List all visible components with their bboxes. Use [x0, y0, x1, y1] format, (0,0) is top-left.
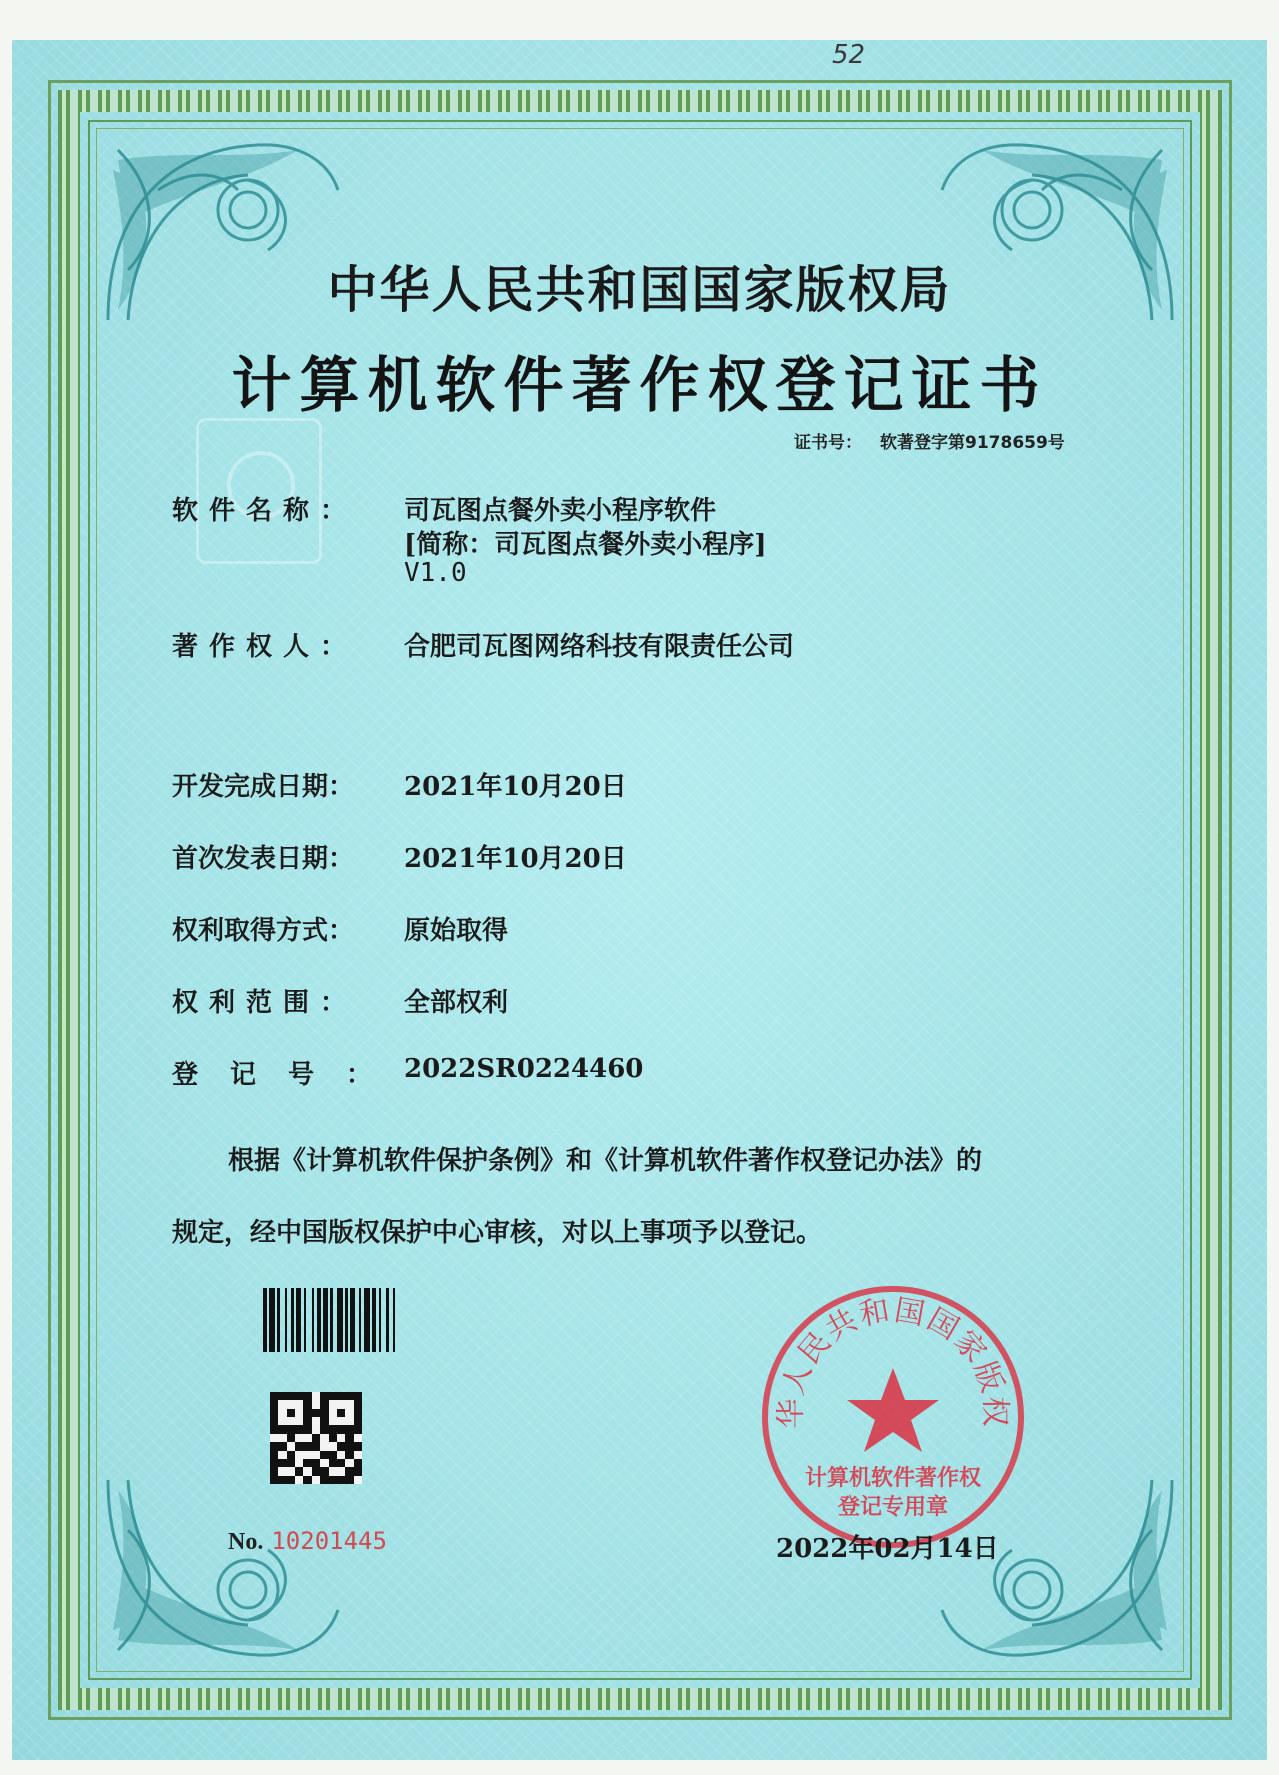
qr-module — [337, 1467, 345, 1475]
qr-module — [287, 1476, 295, 1484]
qr-module — [329, 1467, 337, 1475]
field-value: V1.0 — [404, 558, 467, 588]
qr-module — [337, 1425, 345, 1433]
qr-module — [270, 1409, 278, 1417]
qr-module — [312, 1467, 320, 1475]
qr-module — [320, 1434, 328, 1442]
qr-module — [345, 1476, 353, 1484]
qr-module — [295, 1400, 303, 1408]
seal-arc-text: 华人民共和国国家版权 — [773, 1292, 1013, 1429]
qr-module — [345, 1417, 353, 1425]
qr-code — [270, 1392, 362, 1484]
field-label: 著作权人： — [172, 632, 358, 662]
qr-module — [312, 1434, 320, 1442]
field-value: 全部权利 — [404, 988, 509, 1018]
field-value: 原始取得 — [404, 916, 509, 946]
qr-module — [337, 1400, 345, 1408]
qr-module — [270, 1434, 278, 1442]
qr-module — [303, 1467, 311, 1475]
seal-line-1: 计算机软件著作权 — [804, 1466, 982, 1491]
qr-module — [303, 1417, 311, 1425]
qr-module — [278, 1467, 286, 1475]
qr-module — [345, 1442, 353, 1450]
qr-module — [320, 1425, 328, 1433]
qr-module — [354, 1392, 362, 1400]
barcode-bar — [395, 1288, 401, 1352]
qr-module — [329, 1409, 337, 1417]
qr-module — [295, 1459, 303, 1467]
qr-module — [354, 1476, 362, 1484]
qr-module — [278, 1442, 286, 1450]
qr-module — [345, 1392, 353, 1400]
certificate-number-value: 软著登字第9178659号 — [880, 433, 1065, 453]
field-copyright-owner — [172, 626, 795, 663]
qr-module — [295, 1409, 303, 1417]
qr-module — [278, 1392, 286, 1400]
qr-module — [354, 1400, 362, 1408]
qr-module — [287, 1442, 295, 1450]
qr-module — [312, 1409, 320, 1417]
field-label: 权利取得方式： — [172, 916, 355, 946]
qr-module — [320, 1459, 328, 1467]
qr-module — [312, 1425, 320, 1433]
qr-module — [320, 1392, 328, 1400]
qr-module — [320, 1451, 328, 1459]
qr-module — [295, 1425, 303, 1433]
qr-module — [270, 1417, 278, 1425]
field-value: 2021年10月20日 — [404, 844, 627, 874]
qr-module — [320, 1409, 328, 1417]
qr-module — [303, 1392, 311, 1400]
issuing-authority: 中华人民共和国国家版权局 — [327, 260, 952, 319]
qr-module — [303, 1476, 311, 1484]
qr-module — [345, 1409, 353, 1417]
field-label: 权利范围： — [172, 988, 358, 1018]
field-value: 合肥司瓦图网络科技有限责任公司 — [404, 632, 795, 662]
qr-module — [329, 1417, 337, 1425]
qr-module — [345, 1400, 353, 1408]
qr-module — [329, 1442, 337, 1450]
qr-module — [287, 1417, 295, 1425]
qr-module — [337, 1451, 345, 1459]
qr-module — [278, 1400, 286, 1408]
qr-module — [337, 1476, 345, 1484]
handwritten-mark: 52 — [832, 40, 866, 70]
qr-module — [295, 1467, 303, 1475]
qr-module — [337, 1434, 345, 1442]
qr-module — [303, 1451, 311, 1459]
qr-module — [312, 1442, 320, 1450]
serial-number — [228, 1527, 387, 1556]
qr-module — [337, 1409, 345, 1417]
qr-module — [287, 1392, 295, 1400]
qr-module — [337, 1442, 345, 1450]
qr-module — [312, 1400, 320, 1408]
field-label: 首次发表日期： — [172, 844, 355, 874]
certificate-number — [794, 428, 1065, 453]
qr-module — [303, 1425, 311, 1433]
qr-module — [345, 1425, 353, 1433]
qr-module — [303, 1400, 311, 1408]
field-software-abbrev — [172, 524, 767, 560]
qr-module — [278, 1459, 286, 1467]
qr-module — [287, 1434, 295, 1442]
qr-module — [270, 1442, 278, 1450]
qr-module — [337, 1459, 345, 1467]
qr-module — [354, 1442, 362, 1450]
qr-module — [320, 1476, 328, 1484]
qr-module — [295, 1417, 303, 1425]
qr-module — [354, 1459, 362, 1467]
qr-module — [303, 1409, 311, 1417]
barcode — [263, 1288, 441, 1352]
field-value: [简称：司瓦图点餐外卖小程序] — [404, 530, 767, 560]
qr-module — [287, 1467, 295, 1475]
qr-module — [320, 1400, 328, 1408]
qr-module — [329, 1451, 337, 1459]
qr-module — [270, 1467, 278, 1475]
qr-module — [320, 1417, 328, 1425]
qr-module — [329, 1476, 337, 1484]
qr-module — [270, 1392, 278, 1400]
certificate-number-label: 证书号： — [794, 433, 862, 453]
field-registration-number — [172, 1054, 644, 1091]
qr-module — [345, 1451, 353, 1459]
serial-label: No. — [228, 1529, 264, 1555]
field-value: 司瓦图点餐外卖小程序软件 — [404, 496, 717, 526]
qr-module — [287, 1459, 295, 1467]
qr-module — [303, 1442, 311, 1450]
qr-module — [329, 1434, 337, 1442]
qr-module — [287, 1451, 295, 1459]
qr-module — [270, 1476, 278, 1484]
qr-module — [354, 1451, 362, 1459]
serial-value: 10201445 — [271, 1527, 387, 1555]
qr-module — [337, 1392, 345, 1400]
qr-module — [320, 1442, 328, 1450]
qr-module — [295, 1434, 303, 1442]
field-first-publish-date — [172, 838, 627, 875]
statement-line-1: 根据《计算机软件保护条例》和《计算机软件著作权登记办法》的 — [228, 1146, 983, 1176]
qr-module — [337, 1417, 345, 1425]
qr-module — [278, 1417, 286, 1425]
qr-module — [329, 1425, 337, 1433]
field-label: 软件名称： — [172, 496, 358, 526]
qr-module — [312, 1392, 320, 1400]
field-value: 2022SR0224460 — [404, 1054, 644, 1084]
certificate-title: 计算机软件著作权登记证书 — [231, 351, 1048, 421]
qr-module — [287, 1409, 295, 1417]
qr-module — [354, 1467, 362, 1475]
qr-module — [354, 1434, 362, 1442]
qr-module — [312, 1476, 320, 1484]
qr-module — [295, 1442, 303, 1450]
qr-module — [295, 1451, 303, 1459]
qr-module — [270, 1425, 278, 1433]
field-completion-date — [172, 766, 627, 803]
qr-module — [354, 1409, 362, 1417]
qr-module — [345, 1434, 353, 1442]
qr-module — [312, 1459, 320, 1467]
official-seal — [758, 1282, 1028, 1552]
qr-module — [345, 1459, 353, 1467]
seal-line-2: 登记专用章 — [837, 1495, 949, 1520]
qr-module — [287, 1400, 295, 1408]
statement-line-2: 规定，经中国版权保护中心审核，对以上事项予以登记。 — [172, 1218, 823, 1248]
qr-module — [270, 1459, 278, 1467]
qr-module — [287, 1425, 295, 1433]
qr-module — [270, 1451, 278, 1459]
qr-module — [278, 1409, 286, 1417]
qr-module — [329, 1392, 337, 1400]
qr-module — [278, 1434, 286, 1442]
field-software-name — [172, 490, 717, 527]
qr-module — [278, 1451, 286, 1459]
qr-module — [270, 1400, 278, 1408]
qr-module — [312, 1417, 320, 1425]
field-label: 开发完成日期： — [172, 772, 355, 802]
qr-module — [345, 1467, 353, 1475]
qr-module — [303, 1434, 311, 1442]
field-rights-scope — [172, 982, 509, 1019]
star-icon — [847, 1368, 939, 1452]
qr-module — [278, 1476, 286, 1484]
qr-module — [354, 1425, 362, 1433]
qr-module — [295, 1476, 303, 1484]
qr-module — [329, 1400, 337, 1408]
qr-module — [329, 1459, 337, 1467]
corner-ornament-icon — [98, 1470, 348, 1670]
field-value: 2021年10月20日 — [404, 772, 627, 802]
qr-module — [303, 1459, 311, 1467]
field-acquisition-method — [172, 910, 509, 947]
qr-module — [295, 1392, 303, 1400]
qr-module — [312, 1451, 320, 1459]
field-label: 登记号： — [172, 1060, 405, 1090]
issue-date: 2022年02月14日 — [776, 1534, 999, 1564]
qr-module — [278, 1425, 286, 1433]
field-software-version — [172, 558, 467, 588]
qr-module — [320, 1467, 328, 1475]
qr-module — [354, 1417, 362, 1425]
